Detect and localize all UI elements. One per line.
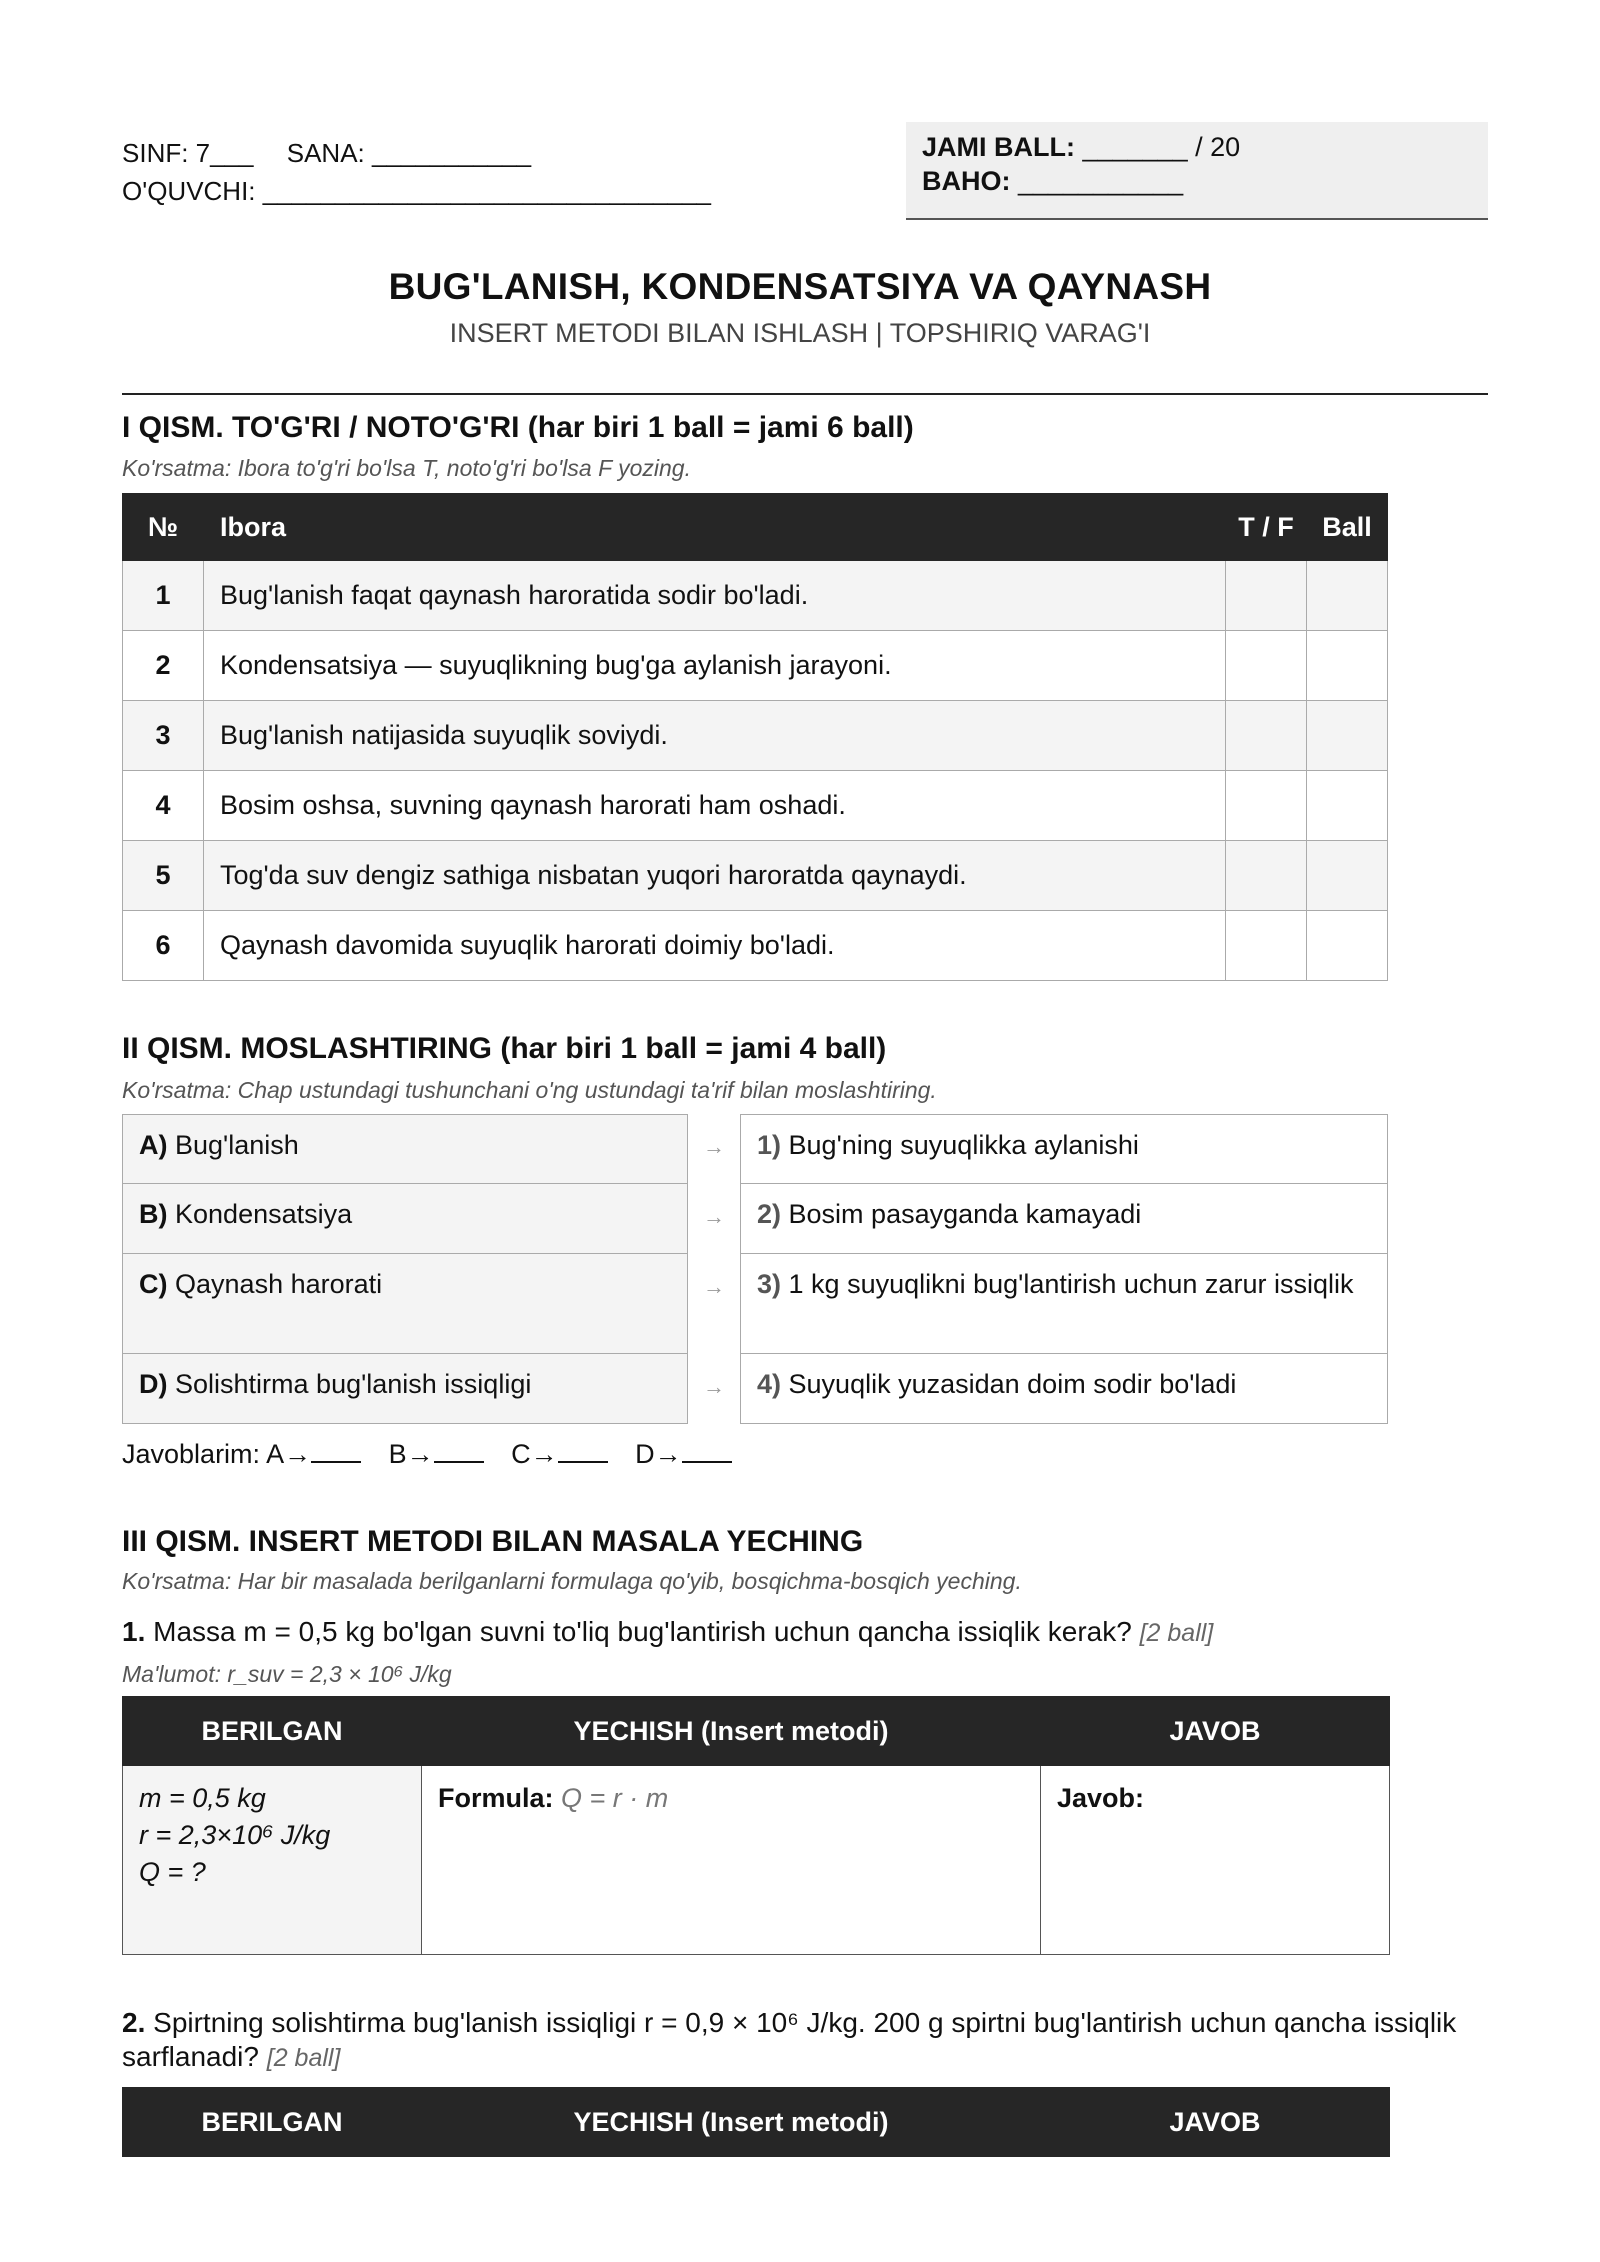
problem-number: 1. <box>122 1616 146 1647</box>
definition-key: 3) <box>757 1269 782 1299</box>
definition-item <box>740 1184 1388 1254</box>
row-number: 1 <box>123 561 204 631</box>
ball-cell[interactable] <box>1307 841 1388 911</box>
answers-line <box>122 1439 752 1470</box>
tf-answer-cell[interactable] <box>1226 771 1307 841</box>
table-row <box>123 701 1388 771</box>
col-statement: Ibora <box>204 494 1226 561</box>
concept-text: Solishtirma bug'lanish issiqligi <box>175 1369 532 1399</box>
table-row <box>123 631 1388 701</box>
tf-answer-cell[interactable] <box>1226 561 1307 631</box>
definition-text: 1 kg suyuqlikni bug'lantirish uchun zarur issiqlik <box>788 1269 1354 1299</box>
given-line: Q = ? <box>139 1857 206 1887</box>
ball-cell[interactable] <box>1307 911 1388 981</box>
answer-key-b: B→ <box>388 1439 434 1469</box>
title-divider <box>122 393 1488 395</box>
ball-cell[interactable] <box>1307 631 1388 701</box>
part1-instruction: Ko'rsatma: Ibora to'g'ri bo'lsa T, noto'g'ri bo'lsa F yozing. <box>122 455 691 481</box>
concept-key: D) <box>139 1369 168 1399</box>
answer-blank-b[interactable] <box>434 1439 484 1463</box>
table-row <box>123 841 1388 911</box>
arrow-icon: → <box>703 1274 725 1299</box>
part2-instruction: Ko'rsatma: Chap ustundagi tushunchani o'ng ustundagi ta'rif bilan moslashtiring. <box>122 1077 937 1103</box>
definition-key: 1) <box>757 1130 782 1160</box>
concept-item <box>122 1114 688 1184</box>
row-number: 5 <box>123 841 204 911</box>
ball-cell[interactable] <box>1307 771 1388 841</box>
arrow-icon: → <box>703 1134 725 1159</box>
definition-key: 4) <box>757 1369 782 1399</box>
answer-label: Javob: <box>1057 1783 1145 1813</box>
answer-blank-a[interactable] <box>311 1439 361 1463</box>
solution-cell[interactable] <box>422 1766 1041 1955</box>
col-given: BERILGAN <box>123 1697 422 1766</box>
tf-answer-cell[interactable] <box>1226 841 1307 911</box>
problem-number: 2. <box>122 2007 146 2038</box>
page-title: BUG'LANISH, KONDENSATSIYA VA QAYNASH <box>388 266 1212 307</box>
part3-heading: III QISM. INSERT METODI BILAN MASALA YECHING <box>122 1525 864 1558</box>
col-answer: JAVOB <box>1041 1697 1390 1766</box>
problem-text: Spirtning solishtirma bug'lanish issiqligi r = 0,9 × 10⁶ J/kg. 200 g spirtni bug'lantirish uchun qancha issiqlik sarflanadi? <box>122 2007 1457 2072</box>
statement-text: Qaynash davomida suyuqlik harorati doimiy bo'ladi. <box>204 911 1226 981</box>
row-number: 3 <box>123 701 204 771</box>
concept-item <box>122 1254 688 1354</box>
concept-item <box>122 1354 688 1424</box>
definition-item <box>740 1254 1388 1354</box>
table-row <box>123 771 1388 841</box>
concept-text: Kondensatsiya <box>175 1199 353 1229</box>
concept-key: A) <box>139 1130 168 1160</box>
tf-answer-cell[interactable] <box>1226 911 1307 981</box>
table-row <box>123 561 1388 631</box>
table-row <box>123 1766 1390 1955</box>
given-line: m = 0,5 kg <box>139 1783 266 1813</box>
answer-cell[interactable] <box>1041 1766 1390 1955</box>
matching-table <box>122 1114 1388 1424</box>
solution-table-2 <box>122 2087 1390 2157</box>
col-tf: T / F <box>1226 494 1307 561</box>
arrow-icon: → <box>703 1374 725 1399</box>
problem-1-info: Ma'lumot: r_suv = 2,3 × 10⁶ J/kg <box>122 1661 452 1687</box>
col-ball: Ball <box>1307 494 1388 561</box>
concept-text: Bug'lanish <box>175 1130 299 1160</box>
answers-label: Javoblarim: <box>122 1439 261 1469</box>
col-number: № <box>123 494 204 561</box>
definition-text: Bug'ning suyuqlikka aylanishi <box>788 1130 1139 1160</box>
total-score-field[interactable]: _______ / 20 <box>1082 132 1241 162</box>
answer-key-d: D→ <box>635 1439 682 1469</box>
matching-row <box>122 1114 1388 1184</box>
given-line: r = 2,3×10⁶ J/kg <box>139 1820 331 1850</box>
matching-row <box>122 1184 1388 1254</box>
formula-label: Formula: <box>438 1783 554 1813</box>
problem-1 <box>122 1615 1488 1650</box>
ball-cell[interactable] <box>1307 561 1388 631</box>
formula-text: Q = r · m <box>561 1783 669 1813</box>
answer-blank-d[interactable] <box>682 1439 732 1463</box>
part2-heading: II QISM. MOSLASHTIRING (har biri 1 ball = jami 4 ball) <box>122 1032 887 1065</box>
row-number: 2 <box>123 631 204 701</box>
concept-key: C) <box>139 1269 168 1299</box>
statement-text: Bug'lanish faqat qaynash haroratida sodir bo'ladi. <box>204 561 1226 631</box>
answer-key-c: C→ <box>511 1439 558 1469</box>
tf-answer-cell[interactable] <box>1226 631 1307 701</box>
row-number: 4 <box>123 771 204 841</box>
problem-points: [2 ball] <box>266 2044 341 2072</box>
given-cell[interactable] <box>123 1766 422 1955</box>
concept-key: B) <box>139 1199 168 1229</box>
row-number: 6 <box>123 911 204 981</box>
grade-field[interactable]: ___________ <box>1018 166 1184 196</box>
col-answer: JAVOB <box>1041 2088 1390 2157</box>
statement-text: Bug'lanish natijasida suyuqlik soviydi. <box>204 701 1226 771</box>
table-row <box>123 911 1388 981</box>
concept-text: Qaynash harorati <box>175 1269 383 1299</box>
solution-table-1 <box>122 1696 1390 1955</box>
part1-heading: I QISM. TO'G'RI / NOTO'G'RI (har biri 1 ball = jami 6 ball) <box>122 411 914 444</box>
score-box <box>906 122 1488 220</box>
student-name-field[interactable]: O'QUVCHI: _______________________________ <box>122 176 712 206</box>
part3-instruction: Ko'rsatma: Har bir masalada berilganlarni formulaga qo'yib, bosqichma-bosqich yeching. <box>122 1568 1022 1594</box>
statement-text: Bosim oshsa, suvning qaynash harorati ham oshadi. <box>204 771 1226 841</box>
col-solution: YECHISH (Insert metodi) <box>422 2088 1041 2157</box>
grade-label: BAHO: <box>922 166 1011 196</box>
tf-answer-cell[interactable] <box>1226 701 1307 771</box>
student-info <box>122 134 737 210</box>
problem-points: [2 ball] <box>1139 1619 1214 1647</box>
date-field[interactable]: SANA: ___________ <box>286 138 532 168</box>
answer-key-a: A→ <box>266 1439 312 1469</box>
definition-text: Bosim pasayganda kamayadi <box>788 1199 1142 1229</box>
ball-cell[interactable] <box>1307 701 1388 771</box>
concept-item <box>122 1184 688 1254</box>
col-solution: YECHISH (Insert metodi) <box>422 1697 1041 1766</box>
matching-row <box>122 1254 1388 1354</box>
page-subtitle: INSERT METODI BILAN ISHLASH | TOPSHIRIQ VARAG'I <box>449 318 1151 348</box>
answer-blank-c[interactable] <box>558 1439 608 1463</box>
arrow-icon: → <box>703 1204 725 1229</box>
total-score-label: JAMI BALL: <box>922 132 1075 162</box>
statement-text: Kondensatsiya — suyuqlikning bug'ga aylanish jarayoni. <box>204 631 1226 701</box>
statement-text: Tog'da suv dengiz sathiga nisbatan yuqori haroratda qaynaydi. <box>204 841 1226 911</box>
true-false-table <box>122 493 1388 981</box>
definition-item <box>740 1114 1388 1184</box>
definition-text: Suyuqlik yuzasidan doim sodir bo'ladi <box>788 1369 1237 1399</box>
definition-key: 2) <box>757 1199 782 1229</box>
problem-2 <box>122 2006 1488 2075</box>
class-field[interactable]: SINF: 7___ <box>122 138 254 168</box>
col-given: BERILGAN <box>123 2088 422 2157</box>
problem-text: Massa m = 0,5 kg bo'lgan suvni to'liq bug'lantirish uchun qancha issiqlik kerak? <box>153 1616 1132 1647</box>
definition-item <box>740 1354 1388 1424</box>
matching-row <box>122 1354 1388 1424</box>
